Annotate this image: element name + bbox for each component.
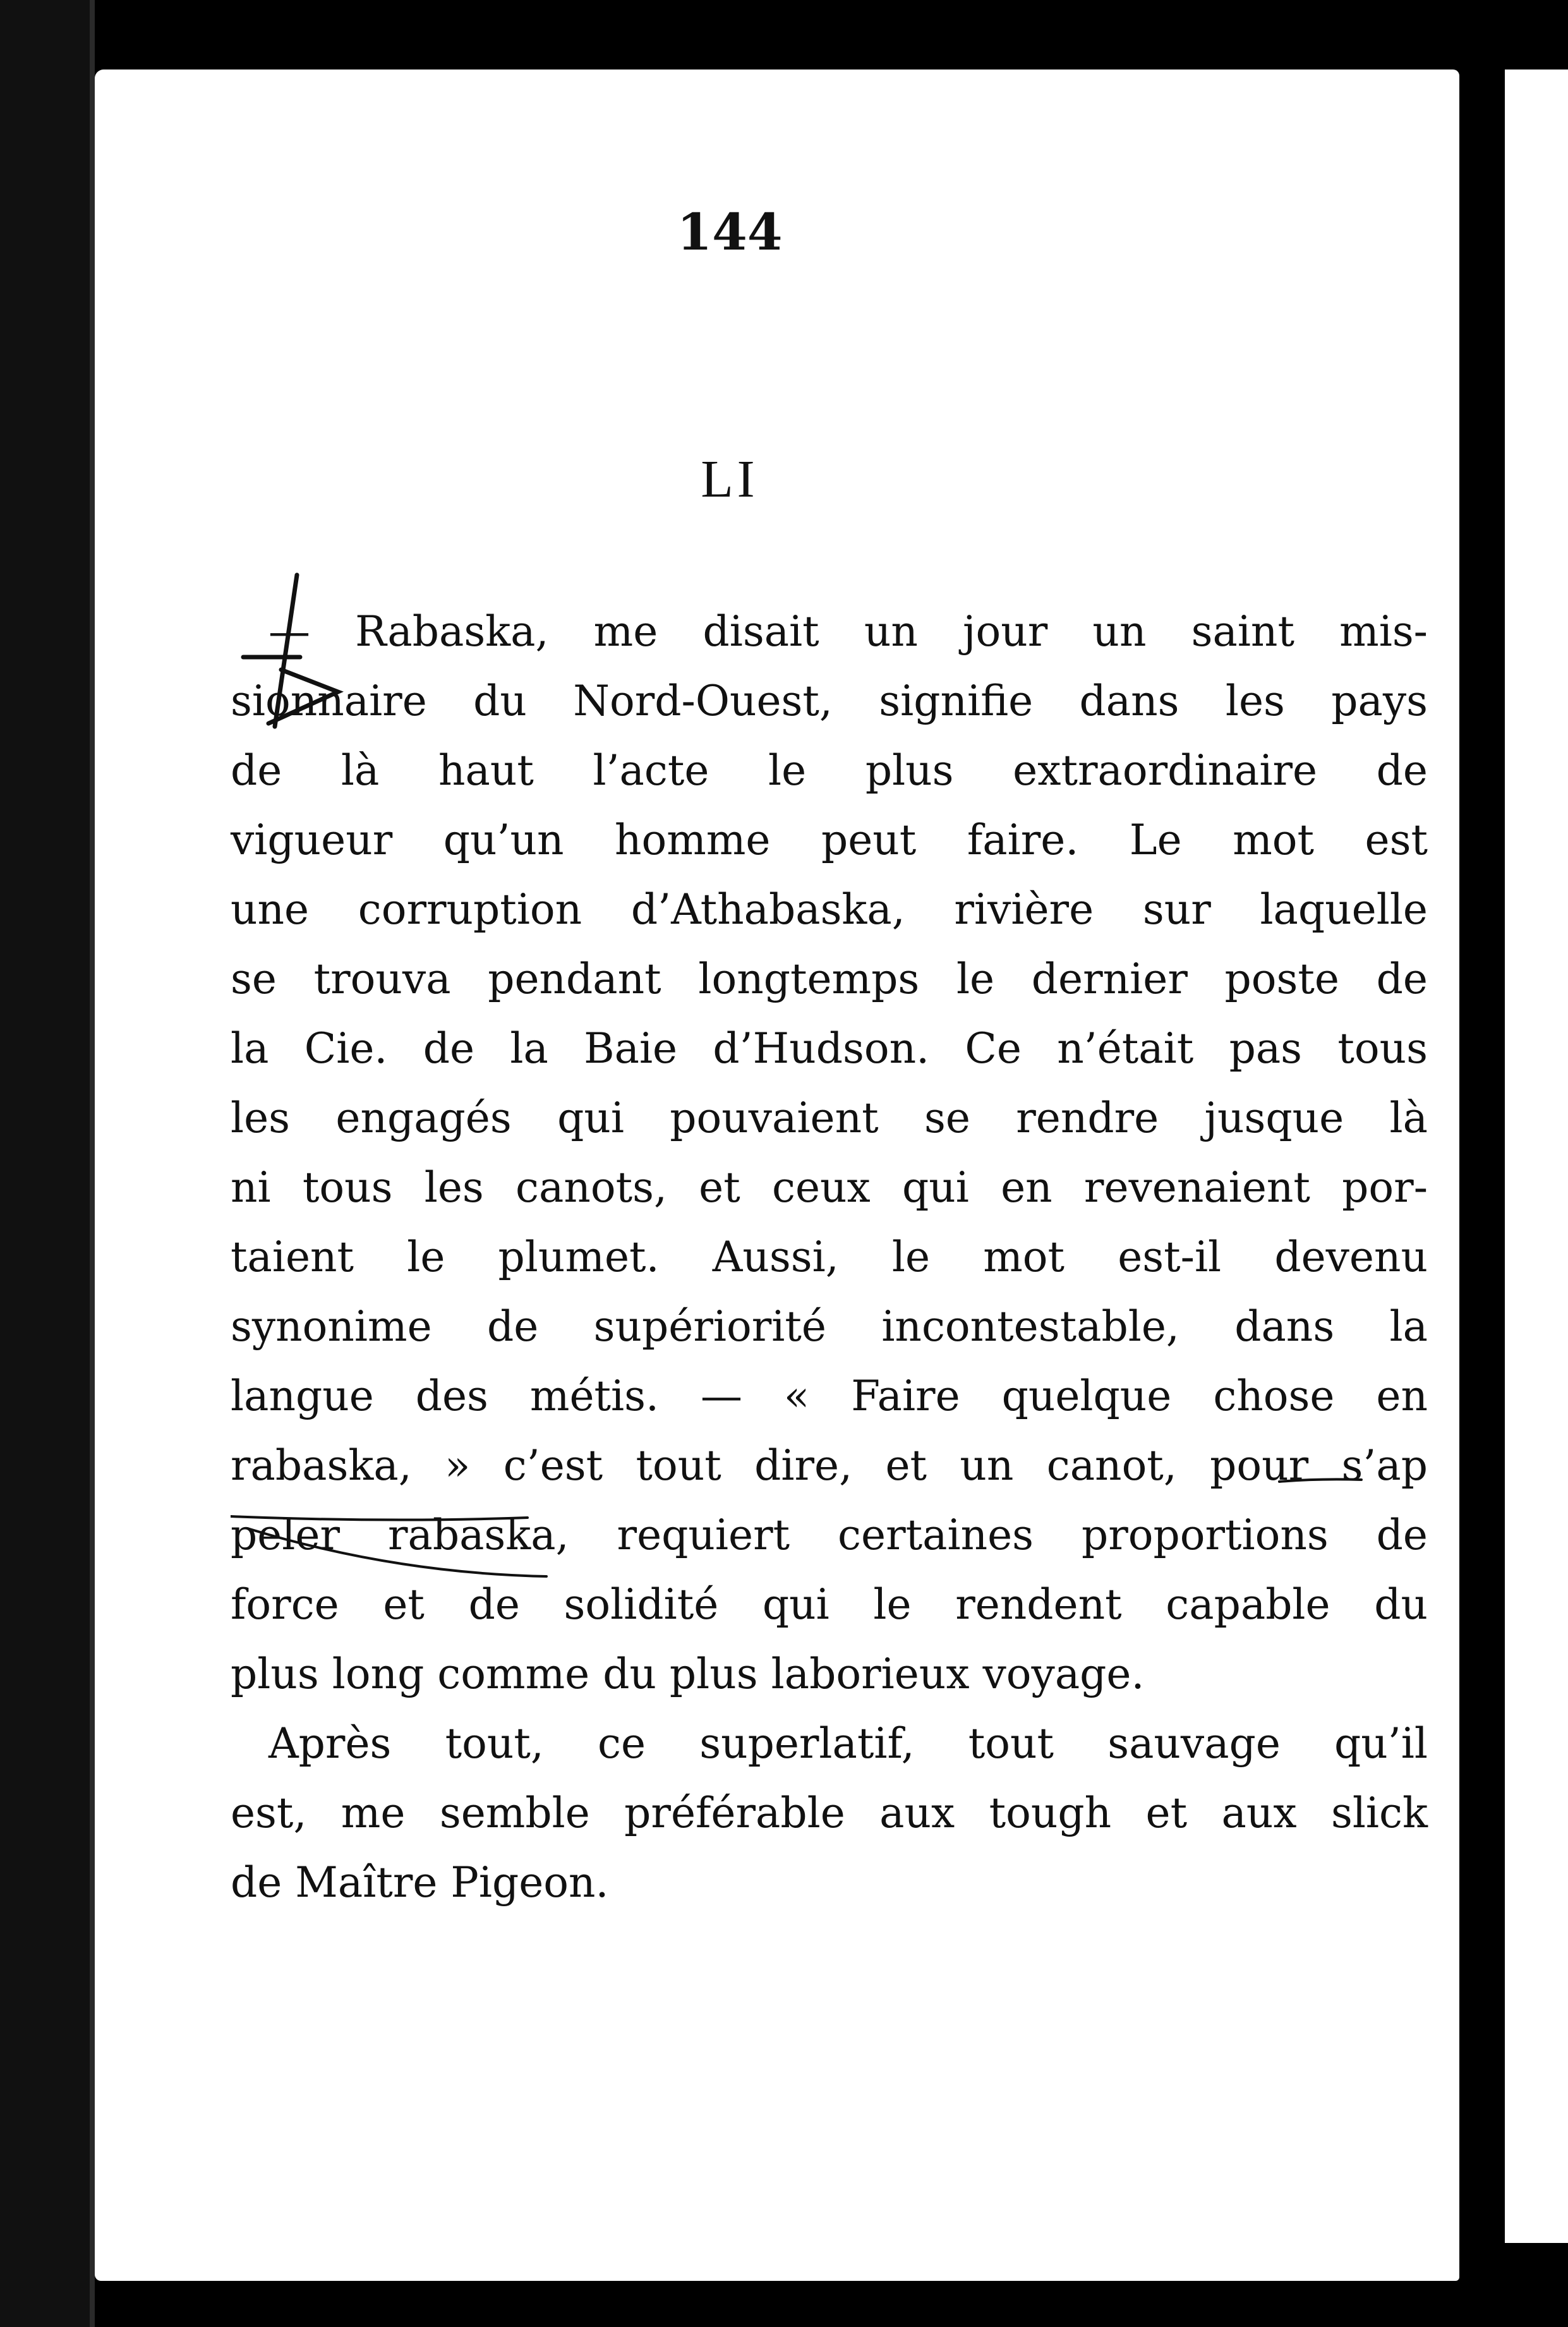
text-line: rabaska, » c’est tout dire, et un canot, pour s’ap [231,1441,1428,1490]
text-line: synonime de supériorité incontestable, dans la [231,1302,1428,1351]
text-line: une corruption d’Athabaska, rivière sur laquelle [231,885,1428,934]
chapter-heading: LI [701,450,759,509]
text-line: de Maître Pigeon. [231,1858,609,1907]
page-number: 144 [677,202,783,262]
text-line: vigueur qu’un homme peut faire. Le mot est [231,816,1428,864]
text-line: est, me semble préférable aux tough et aux slick [231,1789,1428,1837]
adjacent-page-edge [1496,70,1568,2243]
text-line: force et de solidité qui le rendent capable du [231,1580,1428,1629]
book-page [95,70,1459,2281]
text-line: ni tous les canots, et ceux qui en revenaient por- [231,1163,1428,1212]
text-line: — Rabaska, me disait un jour un saint mis- [268,607,1428,656]
text-line: la Cie. de la Baie d’Hudson. Ce n’était pas tous [231,1024,1428,1073]
text-line: Après tout, ce superlatif, tout sauvage qu’il [268,1719,1428,1768]
text-line: langue des métis. — « Faire quelque chose en [231,1372,1428,1420]
text-line: sionnaire du Nord-Ouest, signifie dans les pays [231,677,1428,725]
text-line: de là haut l’acte le plus extraordinaire de [231,746,1428,795]
book-binding-edge [0,0,95,2327]
text-line: plus long comme du plus laborieux voyage. [231,1650,1145,1698]
body-text [231,597,1428,1918]
text-line: taient le plumet. Aussi, le mot est-il devenu [231,1233,1428,1281]
page-gutter-shadow [1466,70,1496,2268]
text-line: se trouva pendant longtemps le dernier poste de [231,955,1428,1003]
text-line: peler rabaska, requiert certaines proportions de [231,1511,1428,1559]
handwritten-underline [231,1422,1431,1586]
text-line: les engagés qui pouvaient se rendre jusque là [231,1094,1428,1142]
paragraph-2 [231,1709,1428,1918]
